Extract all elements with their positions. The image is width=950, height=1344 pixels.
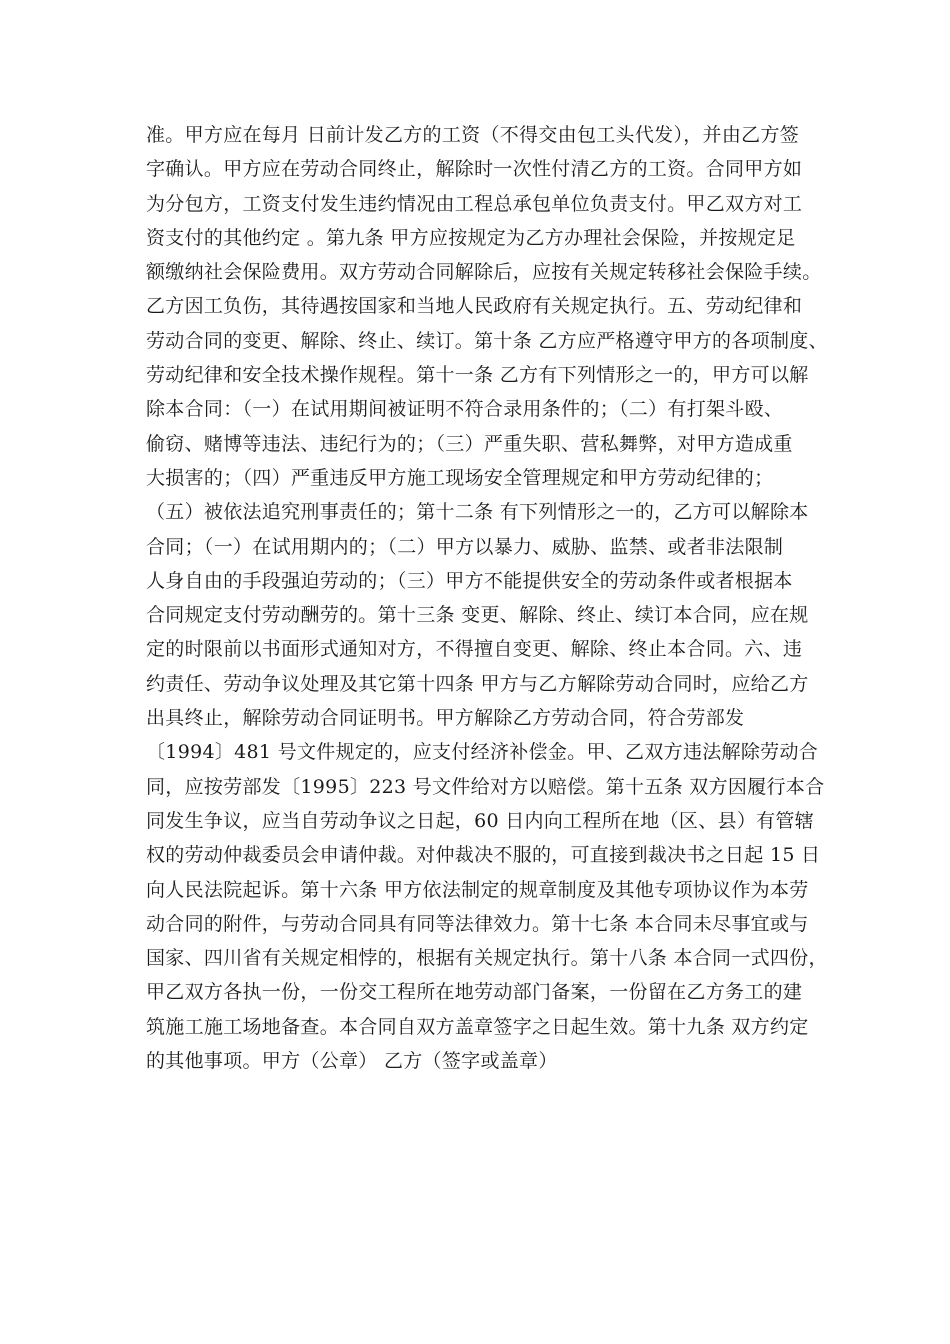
text-line: 动合同的附件，与劳动合同具有同等法律效力。第十七条 本合同未尽事宜或与 <box>146 912 809 935</box>
text-line: 同，应按劳部发〔1995〕223 号文件给对方以赔偿。第十五条 双方因履行本合 <box>146 775 825 798</box>
contract-body-text <box>146 118 826 1078</box>
text-line: 字确认。甲方应在劳动合同终止，解除时一次性付清乙方的工资。合同甲方如 <box>146 158 803 181</box>
text-line: 定的时限前以书面形式通知对方，不得擅自变更、解除、终止本合同。六、违 <box>146 638 803 661</box>
text-line: 人身自由的手段强迫劳动的；（三）甲方不能提供安全的劳动条件或者根据本 <box>146 569 793 592</box>
text-line: （五）被依法追究刑事责任的；第十二条 有下列情形之一的，乙方可以解除本 <box>146 501 809 524</box>
text-line: 约责任、劳动争议处理及其它第十四条 甲方与乙方解除劳动合同时，应给乙方 <box>146 672 809 695</box>
text-line: 资支付的其他约定 。第九条 甲方应按规定为乙方办理社会保险，并按规定足 <box>146 226 796 249</box>
text-line: 合同规定支付劳动酬劳的。第十三条 变更、解除、终止、续订本合同，应在规 <box>146 604 809 627</box>
text-line: 劳动合同的变更、解除、终止、续订。第十条 乙方应严格遵守甲方的各项制度、 <box>146 329 828 352</box>
text-line: 同发生争议，应当自劳动争议之日起，60 日内向工程所在地（区、县）有管辖 <box>146 809 815 832</box>
text-line: 出具终止，解除劳动合同证明书。甲方解除乙方劳动合同，符合劳部发 <box>146 707 745 730</box>
text-line: 偷窃、赌博等违法、违纪行为的；（三）严重失职、营私舞弊，对甲方造成重 <box>146 432 793 455</box>
text-line: 为分包方，工资支付发生违约情况由工程总承包单位负责支付。甲乙双方对工 <box>146 192 803 215</box>
text-line: 除本合同：（一）在试用期间被证明不符合录用条件的；（二）有打架斗殴、 <box>146 398 784 421</box>
text-line: 的其他事项。甲方（公章） 乙方（签字或盖章） <box>146 1050 558 1073</box>
text-line: 合同；（一）在试用期内的；（二）甲方以暴力、威胁、监禁、或者非法限制 <box>146 535 784 558</box>
text-line: 额缴纳社会保险费用。双方劳动合同解除后，应按有关规定转移社会保险手续。 <box>146 261 822 284</box>
text-line: 〔1994〕481 号文件规定的，应支付经济补偿金。甲、乙双方违法解除劳动合 <box>146 741 819 764</box>
text-line: 筑施工施工场地备查。本合同自双方盖章签字之日起生效。第十九条 双方约定 <box>146 1015 809 1038</box>
text-line: 大损害的；（四）严重违反甲方施工现场安全管理规定和甲方劳动纪律的； <box>146 466 774 489</box>
text-line: 向人民法院起诉。第十六条 甲方依法制定的规章制度及其他专项协议作为本劳 <box>146 878 809 901</box>
text-line: 权的劳动仲裁委员会申请仲裁。对仲裁决不服的，可直接到裁决书之日起 15 日 <box>146 844 821 867</box>
text-line: 甲乙双方各执一份，一份交工程所在地劳动部门备案，一份留在乙方务工的建 <box>146 981 803 1004</box>
text-line: 劳动纪律和安全技术操作规程。第十一条 乙方有下列情形之一的，甲方可以解 <box>146 364 809 387</box>
text-line: 乙方因工负伤，其待遇按国家和当地人民政府有关规定执行。五、劳动纪律和 <box>146 295 803 318</box>
text-line: 国家、四川省有关规定相悖的，根据有关规定执行。第十八条 本合同一式四份， <box>146 947 828 970</box>
text-line: 准。甲方应在每月 日前计发乙方的工资（不得交由包工头代发），并由乙方签 <box>146 124 800 146</box>
